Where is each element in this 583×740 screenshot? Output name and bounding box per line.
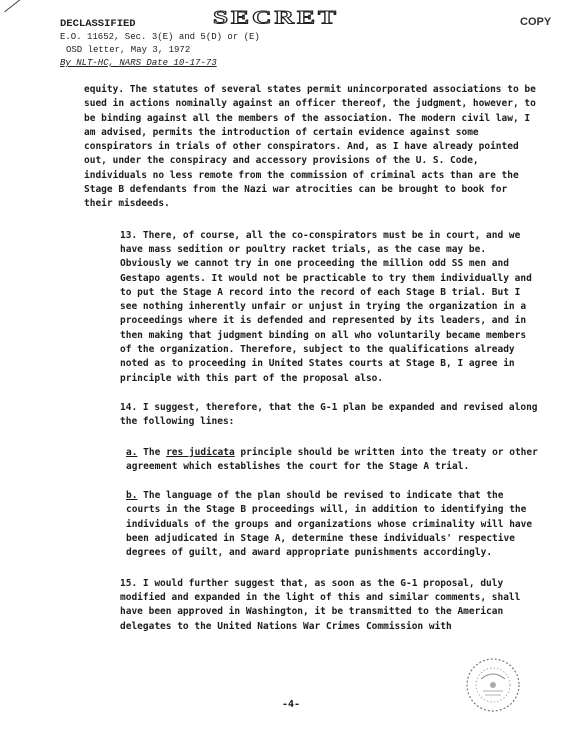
declassified-label: DECLASSIFIED — [60, 18, 136, 30]
paragraph-14b — [84, 489, 539, 560]
paragraph-continuation: equity. The statutes of several states permit unincorporated associations to be sued in actions nominally against an officer thereof, the judgment, however, to be binding against all the members of the association. The modern civil law, I am advised, permits the introduction of certain evidence against some conspirators in trials of other conspirators. And, as I have already pointed out, under the conspiracy and accessory provisions of the U. S. Code, individuals no less remote from the commission of criminal acts than are the Stage B defendants from the Nazi war atrocities can be brought to book for their misdeeds. — [84, 84, 536, 210]
res-judicata-term: res judicata — [166, 446, 235, 458]
page-number: -4- — [282, 699, 301, 710]
item-a-post: principle should be written into the treaty or other agreement which establishes the court for the Stage A trial. — [126, 446, 538, 472]
paragraph-14a — [84, 446, 539, 475]
declassification-authority: E.O. 11652, Sec. 3(E) and 5(D) or (E) — [60, 32, 260, 42]
osd-letter-line: OSD letter, May 3, 1972 — [66, 45, 191, 55]
memo-body — [84, 83, 539, 634]
archive-seal-stamp — [463, 655, 523, 715]
item-a-label: a. — [126, 446, 138, 458]
paragraph-13: 13. There, of course, all the co-conspirators must be in court, and we have mass sedition or poultry racket trials, as the case may be. Obviously we cannot try in one proceeding the million odd SS men and Gestapo agents. It would not be practicable to try them individually and to put the Stage A record into the record of each Stage B trial. But I see nothing inherently unfair or unjust in trying the organization in a proceedings where it is defended and represented by its leaders, and in then making that judgment binding on all who voluntarily became members of the organization. Therefore, subject to the qualifications already noted as to proceeding in United States courts at Stage B, I agree in principle with this part of the proposal also. — [120, 229, 532, 384]
declassified-by-line: By NLT-HC, NARS Date 10-17-73 — [60, 58, 217, 68]
copy-mark: COPY — [520, 16, 552, 28]
secret-stamp: SECRET — [213, 6, 340, 28]
item-b-text: The language of the plan should be revised to indicate that the courts in the Stage B proceedings will, in addition to identifying the individuals of the groups and organizations whose criminality will have been adjudicated in Stage A, determine these individuals' respective degrees of guilt, and award appropriate punishments accordingly. — [126, 490, 533, 559]
item-b-label: b. — [126, 490, 138, 502]
item-a-pre: The — [137, 446, 167, 458]
pen-mark — [4, 0, 32, 25]
paragraph-14: 14. I suggest, therefore, that the G-1 plan be expanded and revised along the following lines: — [120, 401, 538, 428]
paragraph-15: 15. I would further suggest that, as soon as the G-1 proposal, duly modified and expanded in the light of this and similar comments, shall have been approved in Washington, it be transmitted to the American delegates to the United Nations War Crimes Commission with — [120, 577, 521, 632]
